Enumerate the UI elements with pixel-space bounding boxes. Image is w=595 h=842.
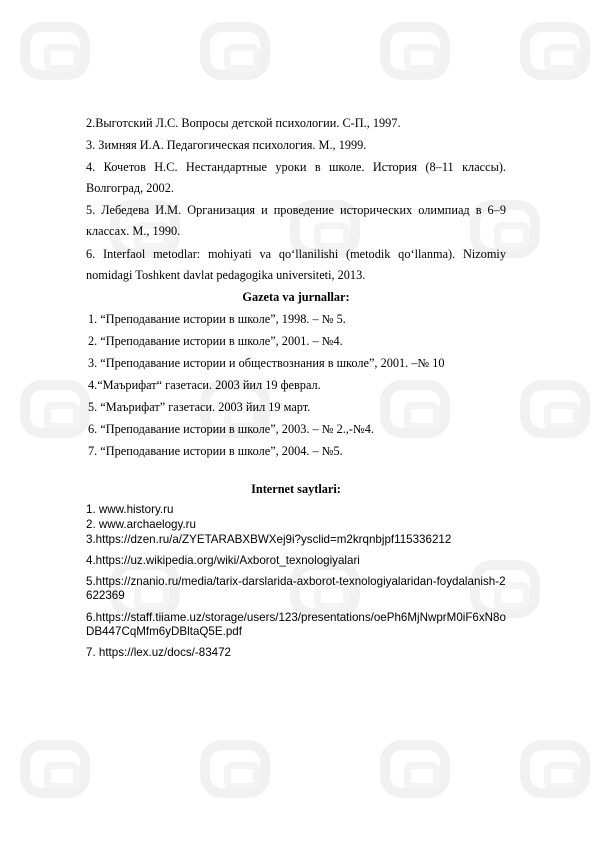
journal-item: 3. “Преподавание истории и обществознания в школе”, 2001. –№ 10 [88, 356, 445, 370]
internet-link[interactable]: 5.https://znanio.ru/media/tarix-darslarida-axborot-texnologiyalaridan-foydalanish-2622369 [86, 575, 506, 602]
journal-item: 6. “Преподавание истории в школе”, 2003. – № 2.,-№4. [88, 422, 374, 436]
watermark-logo-icon [200, 740, 270, 798]
journal-item: 4.“Маърифат“ газетаси. 2003 йил 19 феврал. [88, 378, 321, 392]
journal-item: 2. “Преподавание истории в школе”, 2001. – №4. [88, 334, 343, 348]
journal-item: 5. “Маърифат” газетаси. 2003 йил 19 март. [88, 400, 311, 414]
watermark-logo-icon [520, 22, 590, 80]
reference-item: 2.Выготский Л.С. Вопросы детской психологии. С-П., 1997. [86, 116, 401, 130]
watermark-logo-icon [520, 740, 590, 798]
watermark-logo-icon [20, 22, 90, 80]
journal-item: 1. “Преподавание истории в школе”, 1998. – № 5. [88, 312, 346, 326]
internet-link[interactable]: 1. www.history.ru [86, 503, 174, 516]
watermark-logo-icon [380, 740, 450, 798]
journals-heading: Gazeta va jurnallar: [242, 290, 350, 304]
internet-link[interactable]: 3.https://dzen.ru/a/ZYETARABXBWXej9i?ysclid=m2krqnbjpf115336212 [86, 533, 452, 546]
reference-item: 4. Кочетов Н.С. Нестандартные уроки в школе. История (8–11 классы). Волгоград, 2002. [86, 160, 506, 195]
watermark-logo-icon [520, 380, 590, 438]
reference-item: 6. Interfaol metodlar: mohiyati va qo‘llanilishi (metodik qo‘llanma). Nizomiy nomidagi Toshkent davlat pedagogika universiteti, 2013. [86, 247, 506, 282]
journal-item: 7. “Преподавание истории в школе”, 2004. – №5. [88, 444, 343, 458]
reference-item: 3. Зимняя И.А. Педагогическая психология. М., 1999. [86, 138, 367, 152]
watermark-logo-icon [20, 740, 90, 798]
watermark-logo-icon [200, 22, 270, 80]
internet-link[interactable]: 4.https://uz.wikipedia.org/wiki/Axborot_texnologiyalari [86, 554, 360, 567]
internet-link[interactable]: 6.https://staff.tiiame.uz/storage/users/123/presentations/oePh6MjNwprM0iF6xN8oDB447CqMfm6yDBltaQ5E.pdf [86, 611, 506, 638]
reference-item: 5. Лебедева И.М. Организация и проведение исторических олимпиад в 6–9 классах. М., 1990. [86, 203, 506, 238]
watermark-logo-icon [380, 22, 450, 80]
internet-heading: Internet saytlari: [251, 482, 341, 496]
internet-link[interactable]: 7. https://lex.uz/docs/-83472 [86, 646, 232, 659]
watermark-logo-icon [20, 380, 90, 438]
internet-link[interactable]: 2. www.archaelogy.ru [86, 518, 196, 531]
